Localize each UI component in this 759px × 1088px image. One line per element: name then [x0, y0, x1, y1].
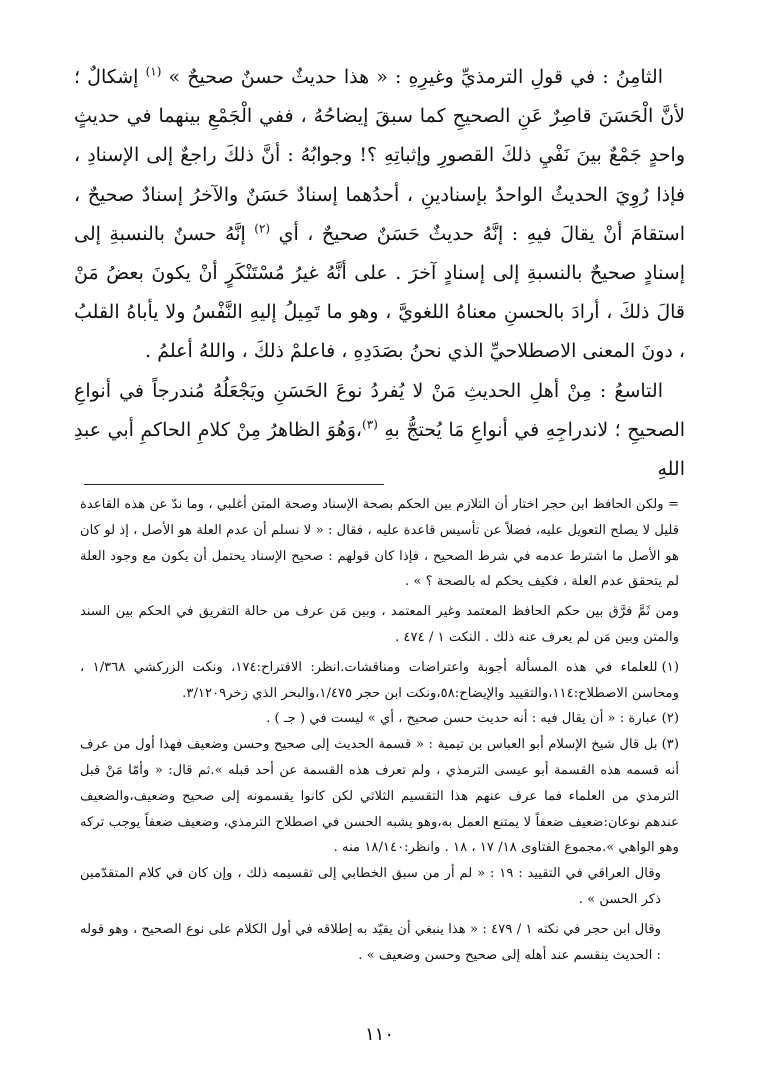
paragraph-eighth-text-end: إنَّهُ حسنٌ بالنسبةِ إلى إسنادٍ صحيحٌ بالنسبةِ إلى إسنادٍ آخرَ . على أنَّهُ غيرُ مُسْتَنْكَرٍ أنْ يكونَ بعضُ مَنْ قالَ ذلكَ ، أرادَ بالحسنِ معناهُ اللغويَّ ، وهو ما تَمِيلُ إليهِ النَّفْسُ ولا يأباهُ القلبُ ، دونَ المعنى الاصطلاحيِّ الذي نحنُ بصَدَدِهِ ، فاعلمْ ذلكَ ، واللهُ أعلمُ .	[74, 222, 685, 363]
paragraph-ninth-text-end: ،وَهُوَ الظاهرُ مِنْ كلامِ الحاكمِ أبي عبدِ اللهِ	[74, 418, 685, 481]
footnotes	[80, 492, 679, 968]
main-text	[74, 58, 685, 489]
footnote-1-number: (١)	[661, 659, 679, 675]
footnote-1-text: للعلماء في هذه المسألة أجوبة واعتراضات ومناقشات.انظر: الاقتراح:١٧٤، ونكت الزركشي ١/٣٦٨ ، ومحاسن الاصطلاح:١١٤،والتقييد والإيضاح:٥٨،ونكت ابن حجر ١/٤٧٥،والبحر الذي زخر٣/١٢٠٩.	[80, 659, 679, 701]
footnote-ref-3: (٣)	[362, 417, 378, 432]
paragraph-ninth-text: التاسعُ : مِنْ أهلِ الحديثِ مَنْ لا يُفردُ نوعَ الحَسَنِ ويَجْعَلُهُ مُندرجاً في أنواعِ الصحيحِ ؛ لاندراجِهِ في أنواعِ مَا يُحتجُّ بهِ	[74, 379, 686, 441]
footnote-2-number: (٢)	[661, 711, 679, 727]
paragraph-eighth-text: الثامِنُ : في قولِ الترمذيِّ وغيرِهِ : « هذا حديثٌ حسنٌ صحيحٌ »	[168, 66, 663, 88]
footnote-3-para-2: وقال العراقي في التقييد : ١٩ : « لم أر من سبق الخطابي إلى تقسيمه ذلك ، وإن كان في كلام المتقدّمين ذكر الحسن » .	[80, 866, 661, 907]
footnote-3-text: بل قال شيخ الإسلام أبو العباس بن تيمية : « قسمة الحديث إلى صحيح وحسن وضعيف فهذا أول من عرف أنه قسمه هذه القسمة أبو عيسى الترمذي ، ولم تعرف هذه القسمة عن أحد قبله ».ثم قال: « وأمّا مَنْ قبل الترمذي من العلماء فما عرف عنهم هذا التقسيم الثلاثي لكن كانوا يقسمونه إلى صحيح وضعيف،والضعيف عندهم نوعان:ضعيف ضعفاً لا يمتنع العمل به،وهو يشبه الحسن في اصطلاح الترمذي، وضعيف ضعفاً يوجب تركه وهو الواهي ».مجموع الفتاوى ١٨/ ١٧ ، ١٨ . وانظر:١٨/١٤٠ منه .	[80, 737, 679, 856]
footnote-ref-2: (٢)	[254, 221, 271, 236]
paragraph-eighth	[74, 58, 685, 372]
footnote-3-para-3: وقال ابن حجر في نكته ١ / ٤٧٩ : « هذا ينبغي أن يقيّد به إطلاقه في أول الكلام على نوع الصحيح ، وهو قوله : الحديث ينقسم عند أهله إلى صحيح وحسن وضعيف » .	[80, 921, 661, 963]
footnote-2-text: عبارة : « أن يقال فيه : أنه حديث حسن صحيح ، أي » ليست في ( جـ ) .	[266, 711, 658, 727]
footnote-continuation: = ولكن الحافظ ابن حجر اختار أن التلازم بين الحكم بصحة الإسناد وصحة المتن أغلبي ، وما ندّ عن هذه القاعدة قليل لا يصلح التعويل عليه، فضلاً عن تأسيس قاعدة عليه ، فقال : « لا نسلم أن عدم العلة هو الأصل ، إذ لو كان هو الأصل ما اشترط عدمه في شرط الصحيح ، فإذا كان قولهم : صحيح الإسناد يحتمل أن يكون مع وجود العلة لم يتحقق عدم العلة ، فكيف يحكم له بالصحة ؟ » .	[80, 497, 679, 590]
paragraph-eighth-text-cont: إشكالٌ ؛ لأنَّ الْحَسَنَ قاصِرٌ عَنِ الصحيحِ كما سبقَ إيضاحُهُ ، ففي الْجَمْعِ بينهما في حديثٍ واحدٍ جَمْعٌ بينَ نَفْيِ ذلكَ القصورِ وإثباتِهِ ؟! وجوابُهُ : أنَّ ذلكَ راجعٌ إلى الإسنادِ ، فإذا رُوِيَ الحديثُ الواحدُ بإسنادينِ ، أحدُهما إسنادٌ حَسَنٌ والآخرُ إسنادٌ صحيحٌ ، استقامَ أنْ يقالَ فيهِ : إنَّهُ حديثٌ حَسَنٌ صحيحٌ ، أي	[74, 66, 685, 245]
footnote-1	[80, 655, 679, 707]
footnote-2	[80, 706, 679, 732]
footnote-3-number: (٣)	[661, 737, 679, 753]
footnote-separator	[84, 484, 384, 485]
footnote-continuation-2: ومن ثَمَّ فرَّق بين حكم الحافظ المعتمد وغير المعتمد ، وبين مَن عرف من حالة التفريق في الحكم بين السند والمتن وبين مَن لم يعرف عنه ذلك . النكت ١ / ٤٧٤ .	[80, 604, 679, 645]
footnote-ref-1: (١)	[145, 64, 162, 79]
footnote-3	[80, 732, 679, 861]
paragraph-ninth	[74, 372, 685, 490]
page-number: ١١٠	[364, 1024, 394, 1045]
